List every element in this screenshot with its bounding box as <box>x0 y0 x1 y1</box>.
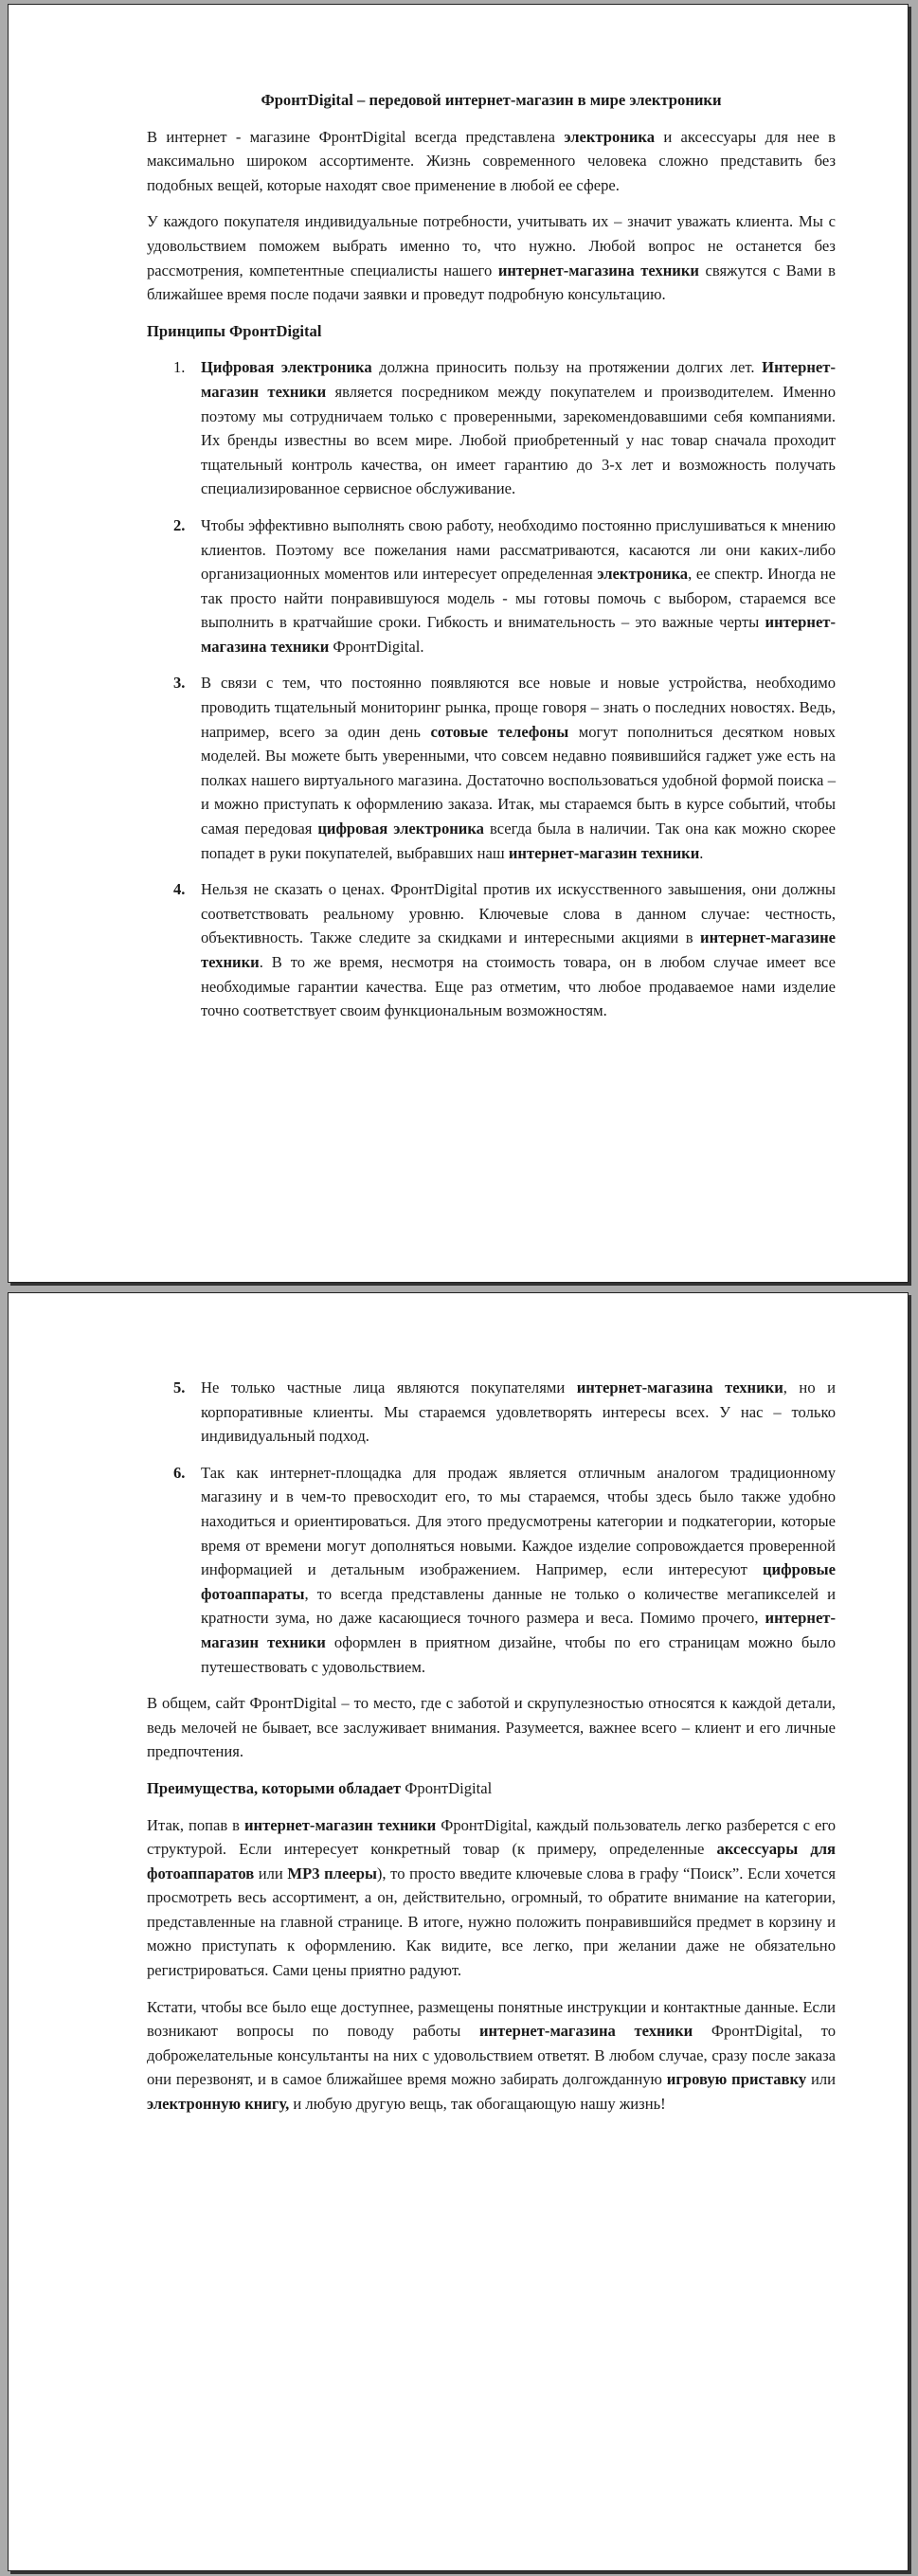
text-run: ФронтDigital, то доброжелательные консультанты на них с удовольствием ответят. В любом случае, сразу после заказа они перезвонят, и в самое ближайшее время можно забирать долгожданную <box>147 2022 837 2089</box>
bold-text: цифровая электроника <box>317 820 484 838</box>
bold-text: Интернет-магазин техники <box>201 358 836 401</box>
text-run: и любую другую вещь, так обогащающую нашу жизнь! <box>289 2095 666 2114</box>
body-paragraph <box>147 1813 836 1983</box>
intro-paragraph <box>147 209 836 306</box>
list-item <box>147 1461 836 1679</box>
bold-text: Цифровая электроника <box>201 358 372 377</box>
list-item <box>147 355 836 501</box>
list-number: 5. <box>173 1378 186 1396</box>
principles-list <box>147 355 836 1022</box>
text-run: могут пополниться десятком новых моделей. Вы можете быть уверенными, что совсем недавно появившийся гаджет уже есть на полках нашего виртуального магазина. Достаточно воспользоваться удобной формой поиска – и можно приступать к оформлению заказа. Итак, мы стараемся быть в курсе событий, чтобы самая передовая <box>201 722 836 838</box>
text-run: или <box>254 1864 288 1882</box>
text-run: , но и корпоративные клиенты. Мы стараемся удовлетворять интересы всех. У нас – только индивидуальный подход. <box>201 1378 836 1446</box>
summary-paragraph <box>147 1691 836 1764</box>
bold-text: аксессуары для фотоаппаратов <box>147 1840 837 1882</box>
bold-text: интернет-магазина техники <box>201 613 836 656</box>
bold-text: интернет-магазина техники <box>576 1378 783 1396</box>
list-item-text <box>201 1464 836 1676</box>
body-paragraph <box>147 1995 836 2117</box>
list-item-text <box>201 880 836 1019</box>
text-run: ФронтDigital, каждый пользователь легко разберется с его структурой. Если интересует конкретный товар (к примеру, определенные <box>147 1815 837 1859</box>
text-run: Чтобы эффективно выполнять свою работу, необходимо постоянно прислушиваться к мнению клиентов. Поэтому все пожелания нами рассматриваются, касаются ли они каких-либо организационных моментов или интересует определенная <box>201 515 836 584</box>
bold-text: интернет-магазина техники <box>497 261 699 279</box>
list-item <box>147 877 836 1023</box>
list-number: 4. <box>173 880 186 899</box>
text-run: Не только частные лица являются покупателями <box>201 1378 577 1396</box>
text-run: Так как интернет-площадка для продаж является отличным аналогом традиционному магазину и в чем-то превосходит его, то мы стараемся, чтобы здесь было также удобно находиться и ориентироваться. Для этого предусмотрены категории и подкатегории, которые время от времени могут дополняться новыми. Каждое изделие сопровождается проверенной информацией и детальным изображением. Например, если интересуют <box>201 1463 836 1579</box>
list-item-text <box>201 1378 836 1445</box>
text-run: Итак, попав в <box>147 1815 244 1834</box>
principles-heading: Принципы ФронтDigital <box>147 321 322 340</box>
advantages-heading <box>147 1776 836 1801</box>
text-run: , то всегда представлены данные не только о количестве мегапикселей и кратности зума, но даже касающиеся точного размера и веса. Помимо прочего, <box>201 1584 836 1628</box>
list-number: 6. <box>173 1463 186 1482</box>
bold-text: интернет-магазин техники <box>508 843 700 862</box>
bold-text: электроника <box>597 565 689 584</box>
text-run: или <box>806 2070 836 2089</box>
text-run: ), то просто введите ключевые слова в графу “Поиск”. Если хочется просмотреть весь ассортимент, а он, действительно, огромный, то обратите внимание на категории, представленные на главной странице. В итоге, нужно положить понравившийся предмет в корзину и можно приступать к оформлению. Как видите, все легко, при желании даже не обязательно регистрироваться. Сами цены приятно радуют. <box>147 1864 836 1980</box>
text-run: У каждого покупателя индивидуальные потребности, учитывать их – значит уважать клиента. Мы с удовольствием поможем выбрать именно то, что нужно. Любой вопрос не останется без рассмотрения, компетентные специалисты нашего <box>147 212 836 279</box>
text-run: является посредником между покупателем и производителем. Именно поэтому мы сотрудничаем только с проверенными, зарекомендовавшими себя компаниями. Их бренды известны во всем мире. Любой приобретенный у нас товар сначала проходит тщательный контроль качества, он имеет гарантию до 3-х лет и возможность получать специализированное сервисное обслуживание. <box>201 382 836 498</box>
bold-text: Преимущества, которыми обладает <box>147 1778 402 1797</box>
text-run: всегда была в наличии. Так она как можно скорее попадет в руки покупателей, выбравших наш <box>201 820 836 862</box>
text-run: свяжутся с Вами в ближайшее время после подачи заявки и проведут подробную консультацию. <box>147 261 837 304</box>
bold-text: электроника <box>564 127 656 146</box>
list-item <box>147 1376 836 1449</box>
text-run: оформлен в приятном дизайне, чтобы по его страницам можно было путешествовать с удовольствием. <box>201 1632 836 1676</box>
principles-list-continued <box>147 1376 836 1679</box>
text-run: . <box>699 843 704 862</box>
bold-text: электронную книгу, <box>147 2095 290 2114</box>
text-run: Кстати, чтобы все было еще доступнее, размещены понятные инструкции и контактные данные. Если возникают вопросы по поводу работы <box>147 1997 836 2041</box>
text-run: В общем, сайт ФронтDigital – то место, где с заботой и скрупулезностью относятся к каждой детали, ведь мелочей не бывает, все заслуживает внимания. Разумеется, важнее всего – клиент и его личные предпочтения. <box>147 1694 836 1761</box>
text-run: , ее спектр. Иногда не так просто найти понравившуюся модель - мы готовы помочь с выбором, стараемся все выполнить в кратчайшие сроки. Гибкость и внимательность – это важные черты <box>201 565 836 632</box>
list-number: 2. <box>173 515 186 534</box>
list-item-text <box>201 358 836 497</box>
document-page-1 <box>8 4 909 1283</box>
text-run: ФронтDigital. <box>329 637 424 656</box>
text-run: должна приносить пользу на протяжении долгих лет. <box>371 358 763 377</box>
bold-text: сотовые телефоны <box>430 722 569 741</box>
document-page-2 <box>8 1292 909 2571</box>
text-run: Нельзя не сказать о ценах. ФронтDigital против их искусственного завышения, они должны соответствовать реальному уровню. Ключевые слова в данном случае: честность, объективность. Также следите за скидками и интересными акциями в <box>201 880 836 947</box>
list-number: 1. <box>173 358 186 377</box>
bold-text: интернет-магазине техники <box>201 928 836 971</box>
bold-text: цифровые фотоаппараты <box>201 1560 836 1603</box>
list-item-text <box>201 674 836 861</box>
bold-text: MP3 плееры <box>287 1864 377 1882</box>
list-number: 3. <box>173 674 186 693</box>
bold-text: интернет-магазин техники <box>201 1609 836 1651</box>
text-run: В интернет - магазине ФронтDigital всегда представлена <box>147 127 565 146</box>
list-item <box>147 513 836 659</box>
bold-text: интернет-магазин техники <box>243 1815 437 1834</box>
text-run: . В то же время, несмотря на стоимость товара, он в любом случае имеет все необходимые гарантии качества. Еще раз отметим, что любое продаваемое нами изделие точно соответствует своим функциональным возможностям. <box>201 953 836 1020</box>
text-run: В связи с тем, что постоянно появляются все новые и новые устройства, необходимо проводить тщательный мониторинг рынка, проще говоря – знать о последних новостях. Ведь, например, всего за один день <box>201 674 836 741</box>
intro-paragraph <box>147 125 836 198</box>
bold-text: игровую приставку <box>666 2070 807 2089</box>
text-run: и аксессуары для нее в максимально широком ассортименте. Жизнь современного человека сложно представить без подобных вещей, которые находят свое применение в любой ее сфере. <box>147 127 836 194</box>
text-run: ФронтDigital <box>401 1778 493 1797</box>
bold-text: интернет-магазина техники <box>478 2022 693 2041</box>
list-item-text <box>201 516 836 656</box>
page-title: ФронтDigital – передовой интернет-магазин в мире электроники <box>261 91 722 109</box>
list-item <box>147 671 836 865</box>
